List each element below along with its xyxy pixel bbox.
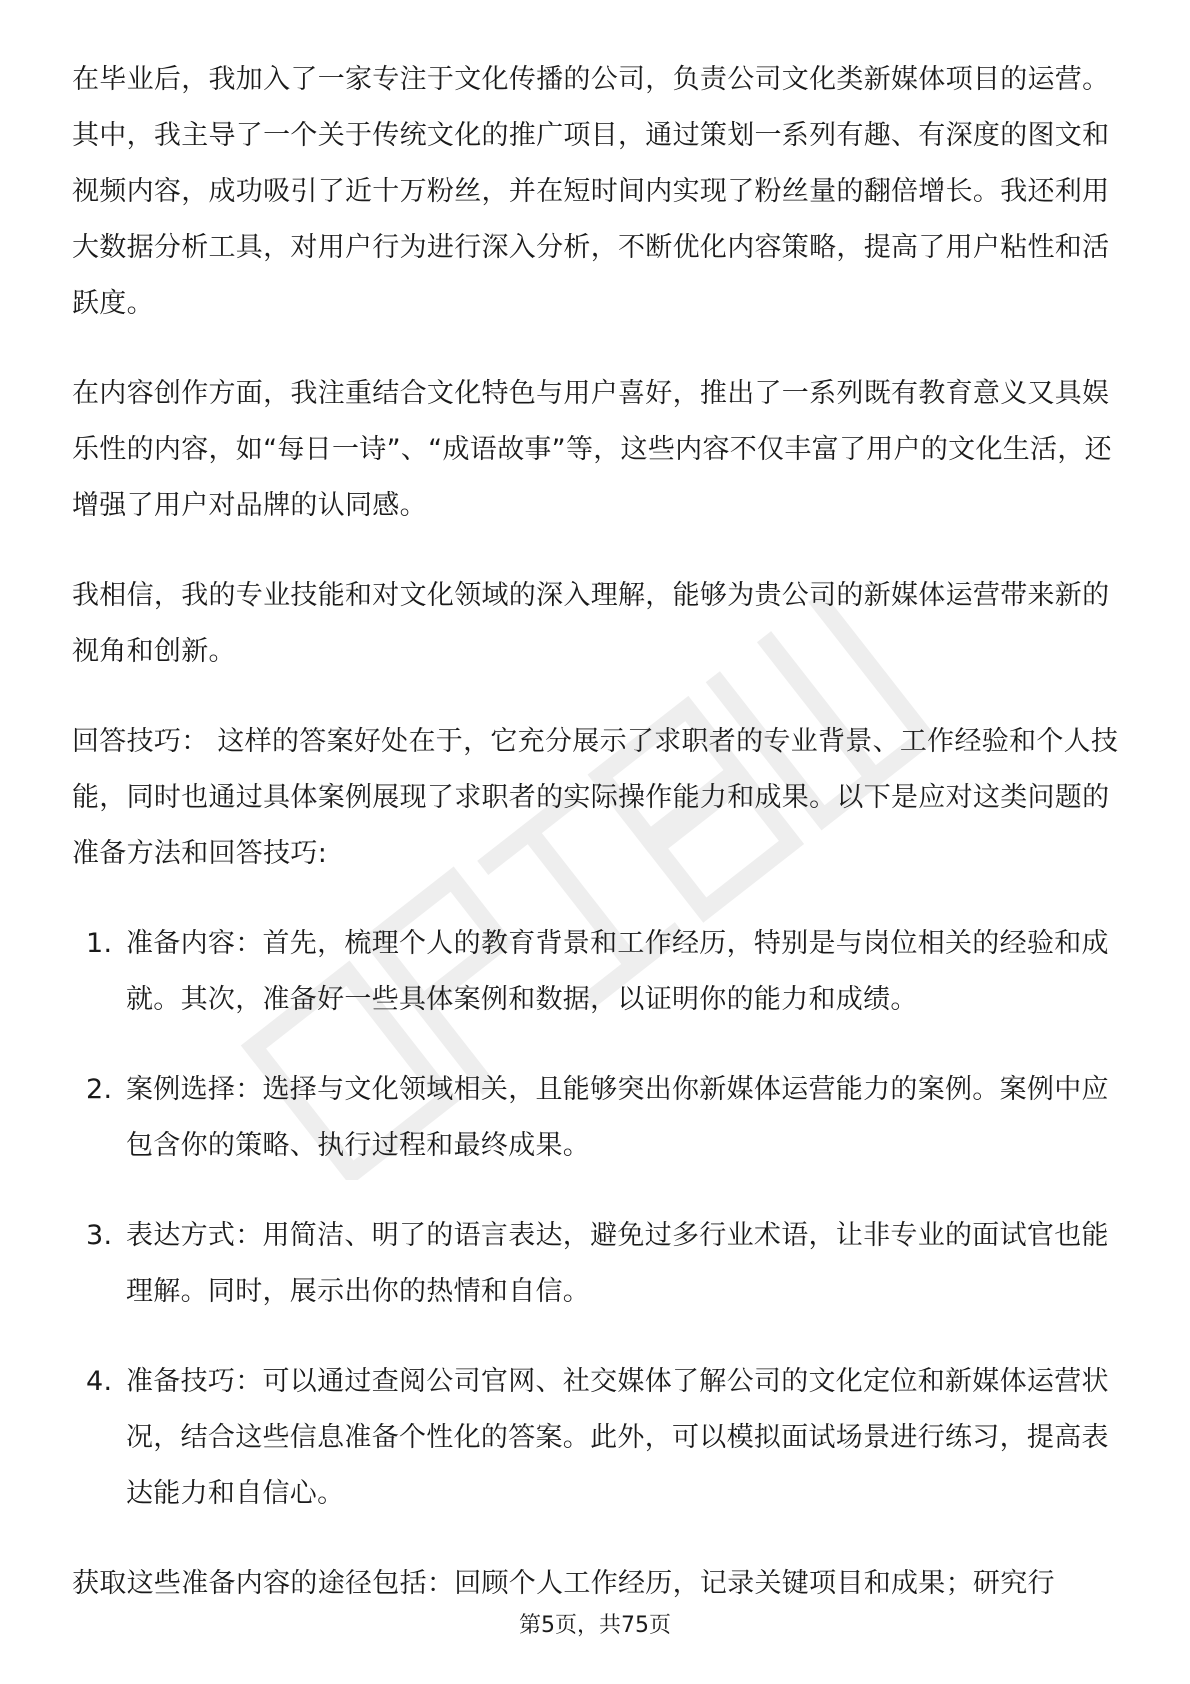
page-footer: 第5页，共75页 bbox=[519, 1613, 671, 1638]
list-item bbox=[72, 1208, 1122, 1320]
list-item-text: 准备技巧：可以通过查阅公司官网、社交媒体了解公司的文化定位和新媒体运营状况，结合这些信息准备个性化的答案。此外，可以模拟面试场景进行练习，提高表达能力和自信心。 bbox=[126, 1366, 1109, 1509]
list-item-text: 表达方式：用简洁、明了的语言表达，避免过多行业术语，让非专业的面试官也能理解。同时，展示出你的热情和自信。 bbox=[126, 1220, 1109, 1307]
paragraph-content-creation: 在内容创作方面，我注重结合文化特色与用户喜好，推出了一系列既有教育意义又具娱乐性的内容，如“每日一诗”、“成语故事”等，这些内容不仅丰富了用户的文化生活，还增强了用户对品牌的认同感。 bbox=[72, 378, 1112, 521]
document-page bbox=[72, 52, 1122, 1646]
list-item bbox=[72, 916, 1122, 1028]
list-item-number: 2. bbox=[86, 1074, 113, 1105]
list-item-number: 3. bbox=[86, 1220, 113, 1251]
paragraph-experience: 在毕业后，我加入了一家专注于文化传播的公司，负责公司文化类新媒体项目的运营。其中，我主导了一个关于传统文化的推广项目，通过策划一系列有趣、有深度的图文和视频内容，成功吸引了近十万粉丝，并在短时间内实现了粉丝量的翻倍增长。我还利用大数据分析工具，对用户行为进行深入分析，不断优化内容策略，提高了用户粘性和活跃度。 bbox=[72, 64, 1110, 319]
paragraph-answer-tips: 回答技巧： 这样的答案好处在于，它充分展示了求职者的专业背景、工作经验和个人技能，同时也通过具体案例展现了求职者的实际操作能力和成果。以下是应对这类问题的准备方法和回答技巧: bbox=[72, 726, 1119, 869]
list-item bbox=[72, 1354, 1122, 1522]
list-item-text: 案例选择：选择与文化领域相关，且能够突出你新媒体运营能力的案例。案例中应包含你的策略、执行过程和最终成果。 bbox=[126, 1074, 1109, 1161]
list-item-number: 1. bbox=[86, 928, 113, 959]
paragraph-belief: 我相信，我的专业技能和对文化领域的深入理解，能够为贵公司的新媒体运营带来新的视角和创新。 bbox=[72, 580, 1110, 667]
list-item-text: 准备内容：首先，梳理个人的教育背景和工作经历，特别是与岗位相关的经验和成就。其次，准备好一些具体案例和数据，以证明你的能力和成绩。 bbox=[126, 928, 1109, 1015]
paragraph-sources: 获取这些准备内容的途径包括：回顾个人工作经历，记录关键项目和成果；研究行 bbox=[72, 1568, 1055, 1599]
list-item-number: 4. bbox=[86, 1366, 113, 1397]
list-item bbox=[72, 1062, 1122, 1174]
tips-list bbox=[72, 916, 1122, 1522]
